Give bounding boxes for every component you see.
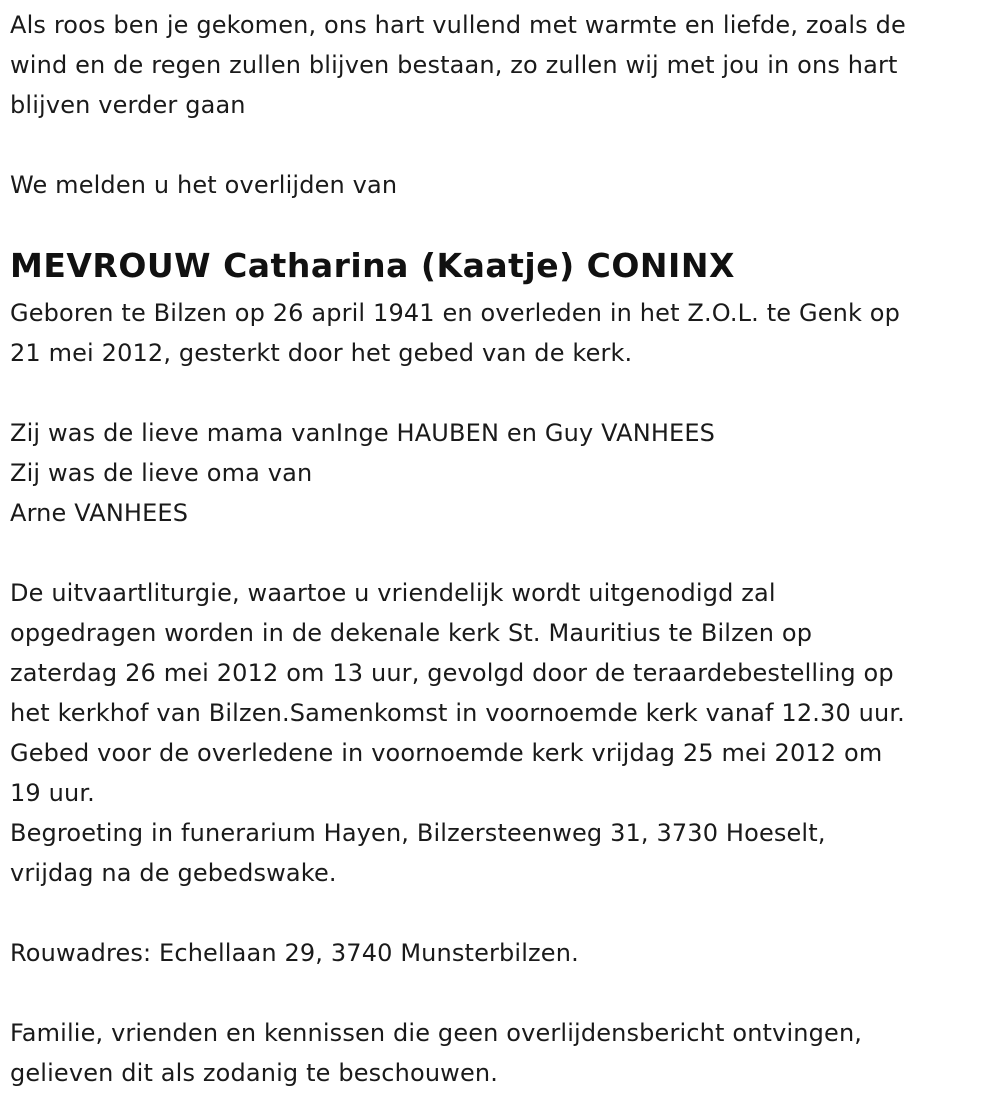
deceased-name: MEVROUW Catharina (Kaatje) CONINX xyxy=(10,246,735,285)
family-line: Zij was de lieve oma van xyxy=(10,459,313,487)
ceremony-line: het kerkhof van Bilzen.Samenkomst in voornoemde kerk vanaf 12.30 uur. xyxy=(10,699,905,727)
ceremony-line: opgedragen worden in de dekenale kerk St. Mauritius te Bilzen op xyxy=(10,619,813,647)
closing-line: gelieven dit als zodanig te beschouwen. xyxy=(10,1059,499,1087)
closing-line: Familie, vrienden en kennissen die geen overlijdensbericht ontvingen, xyxy=(10,1019,863,1047)
birth-death-line: 21 mei 2012, gesterkt door het gebed van de kerk. xyxy=(10,339,633,367)
ceremony-line: zaterdag 26 mei 2012 om 13 uur, gevolgd door de teraardebestelling op xyxy=(10,659,894,687)
poem-line: Als roos ben je gekomen, ons hart vullend met warmte en liefde, zoals de xyxy=(10,11,906,39)
poem-line: wind en de regen zullen blijven bestaan, zo zullen wij met jou in ons hart xyxy=(10,51,898,79)
ceremony-line: Gebed voor de overledene in voornoemde kerk vrijdag 25 mei 2012 om xyxy=(10,739,883,767)
ceremony-line: vrijdag na de gebedswake. xyxy=(10,859,337,887)
ceremony-line: De uitvaartliturgie, waartoe u vriendelijk wordt uitgenodigd zal xyxy=(10,579,776,607)
ceremony-line: Begroeting in funerarium Hayen, Bilzersteenweg 31, 3730 Hoeselt, xyxy=(10,819,826,847)
poem-line: blijven verder gaan xyxy=(10,91,246,119)
ceremony-line: 19 uur. xyxy=(10,779,95,807)
family-line: Zij was de lieve mama vanInge HAUBEN en Guy VANHEES xyxy=(10,419,716,447)
announcement-intro: We melden u het overlijden van xyxy=(10,171,398,199)
family-line: Arne VANHEES xyxy=(10,499,189,527)
birth-death-line: Geboren te Bilzen op 26 april 1941 en overleden in het Z.O.L. te Genk op xyxy=(10,299,901,327)
mourning-address: Rouwadres: Echellaan 29, 3740 Munsterbilzen. xyxy=(10,939,579,967)
